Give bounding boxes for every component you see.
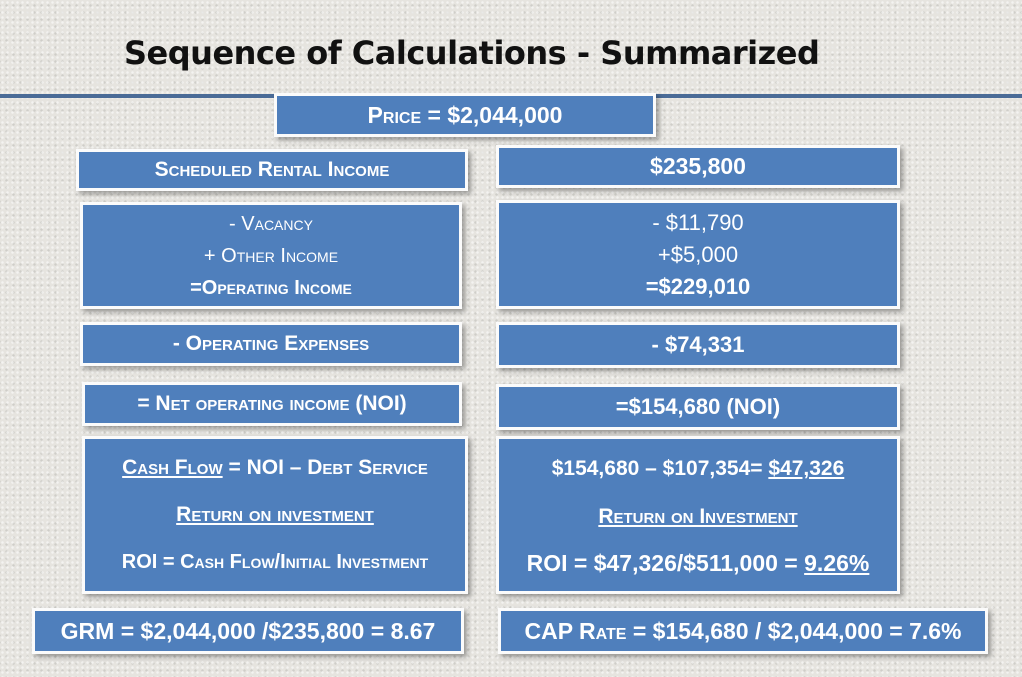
noi-value: =$154,680 (NOI) [615,394,781,419]
operating-income-value: =$229,010 [645,273,751,299]
operating-income-label: =Operating Income [190,276,352,299]
cash-flow-label: Cash Flow [122,456,223,480]
grm-box [32,608,464,654]
vacancy-label: - Vacancy [229,212,313,235]
roi-value-line [527,550,870,577]
operating-expenses-value-box [496,322,900,368]
other-income-label: + Other Income [203,244,339,267]
cap-rate-box [498,608,988,654]
grm-text: GRM = $2,044,000 /$235,800 = 8.67 [60,617,436,644]
noi-label: = Net operating income (NOI) [137,392,407,415]
roi-value: 9.26% [804,549,870,576]
operating-expenses-label-box [80,322,462,366]
operating-income-value-box [496,200,900,309]
slide-title: Sequence of Calculations - Summarized [124,34,820,72]
cash-flow-roi-label-box [82,436,468,594]
roi-heading-label: Return on investment [176,502,374,526]
scheduled-rental-income-value-box [496,145,900,188]
roi-formula-label: ROI = Cash Flow/Initial Investment [121,550,429,573]
noi-label-box [82,382,462,426]
cash-flow-calculation: $154,680 – $107,354= [551,457,769,481]
cap-rate-text: CAP Rate = $154,680 / $2,044,000 = 7.6% [524,617,962,644]
scheduled-rental-income-label-box [76,149,468,191]
price-box [274,93,656,137]
operating-expenses-value: - $74,331 [651,332,745,357]
vacancy-value: - $11,790 [652,209,744,235]
roi-heading-value: Return on Investment [598,505,798,529]
roi-calculation: ROI = $47,326/$511,000 = [526,549,805,576]
scheduled-rental-income-label: Scheduled Rental Income [154,158,390,181]
cash-flow-formula: = NOI – Debt Service [222,456,428,480]
other-income-value: +$5,000 [657,241,739,267]
cash-flow-roi-value-box [496,436,900,594]
price-text: Price = $2,044,000 [367,101,563,128]
cash-flow-value: $47,326 [768,457,845,481]
noi-value-box [496,384,900,430]
cash-flow-line [122,452,428,484]
operating-expenses-label: - Operating Expenses [172,332,370,355]
cash-flow-value-line [552,453,845,485]
operating-income-label-box [80,202,462,309]
scheduled-rental-income-value: $235,800 [650,153,746,179]
